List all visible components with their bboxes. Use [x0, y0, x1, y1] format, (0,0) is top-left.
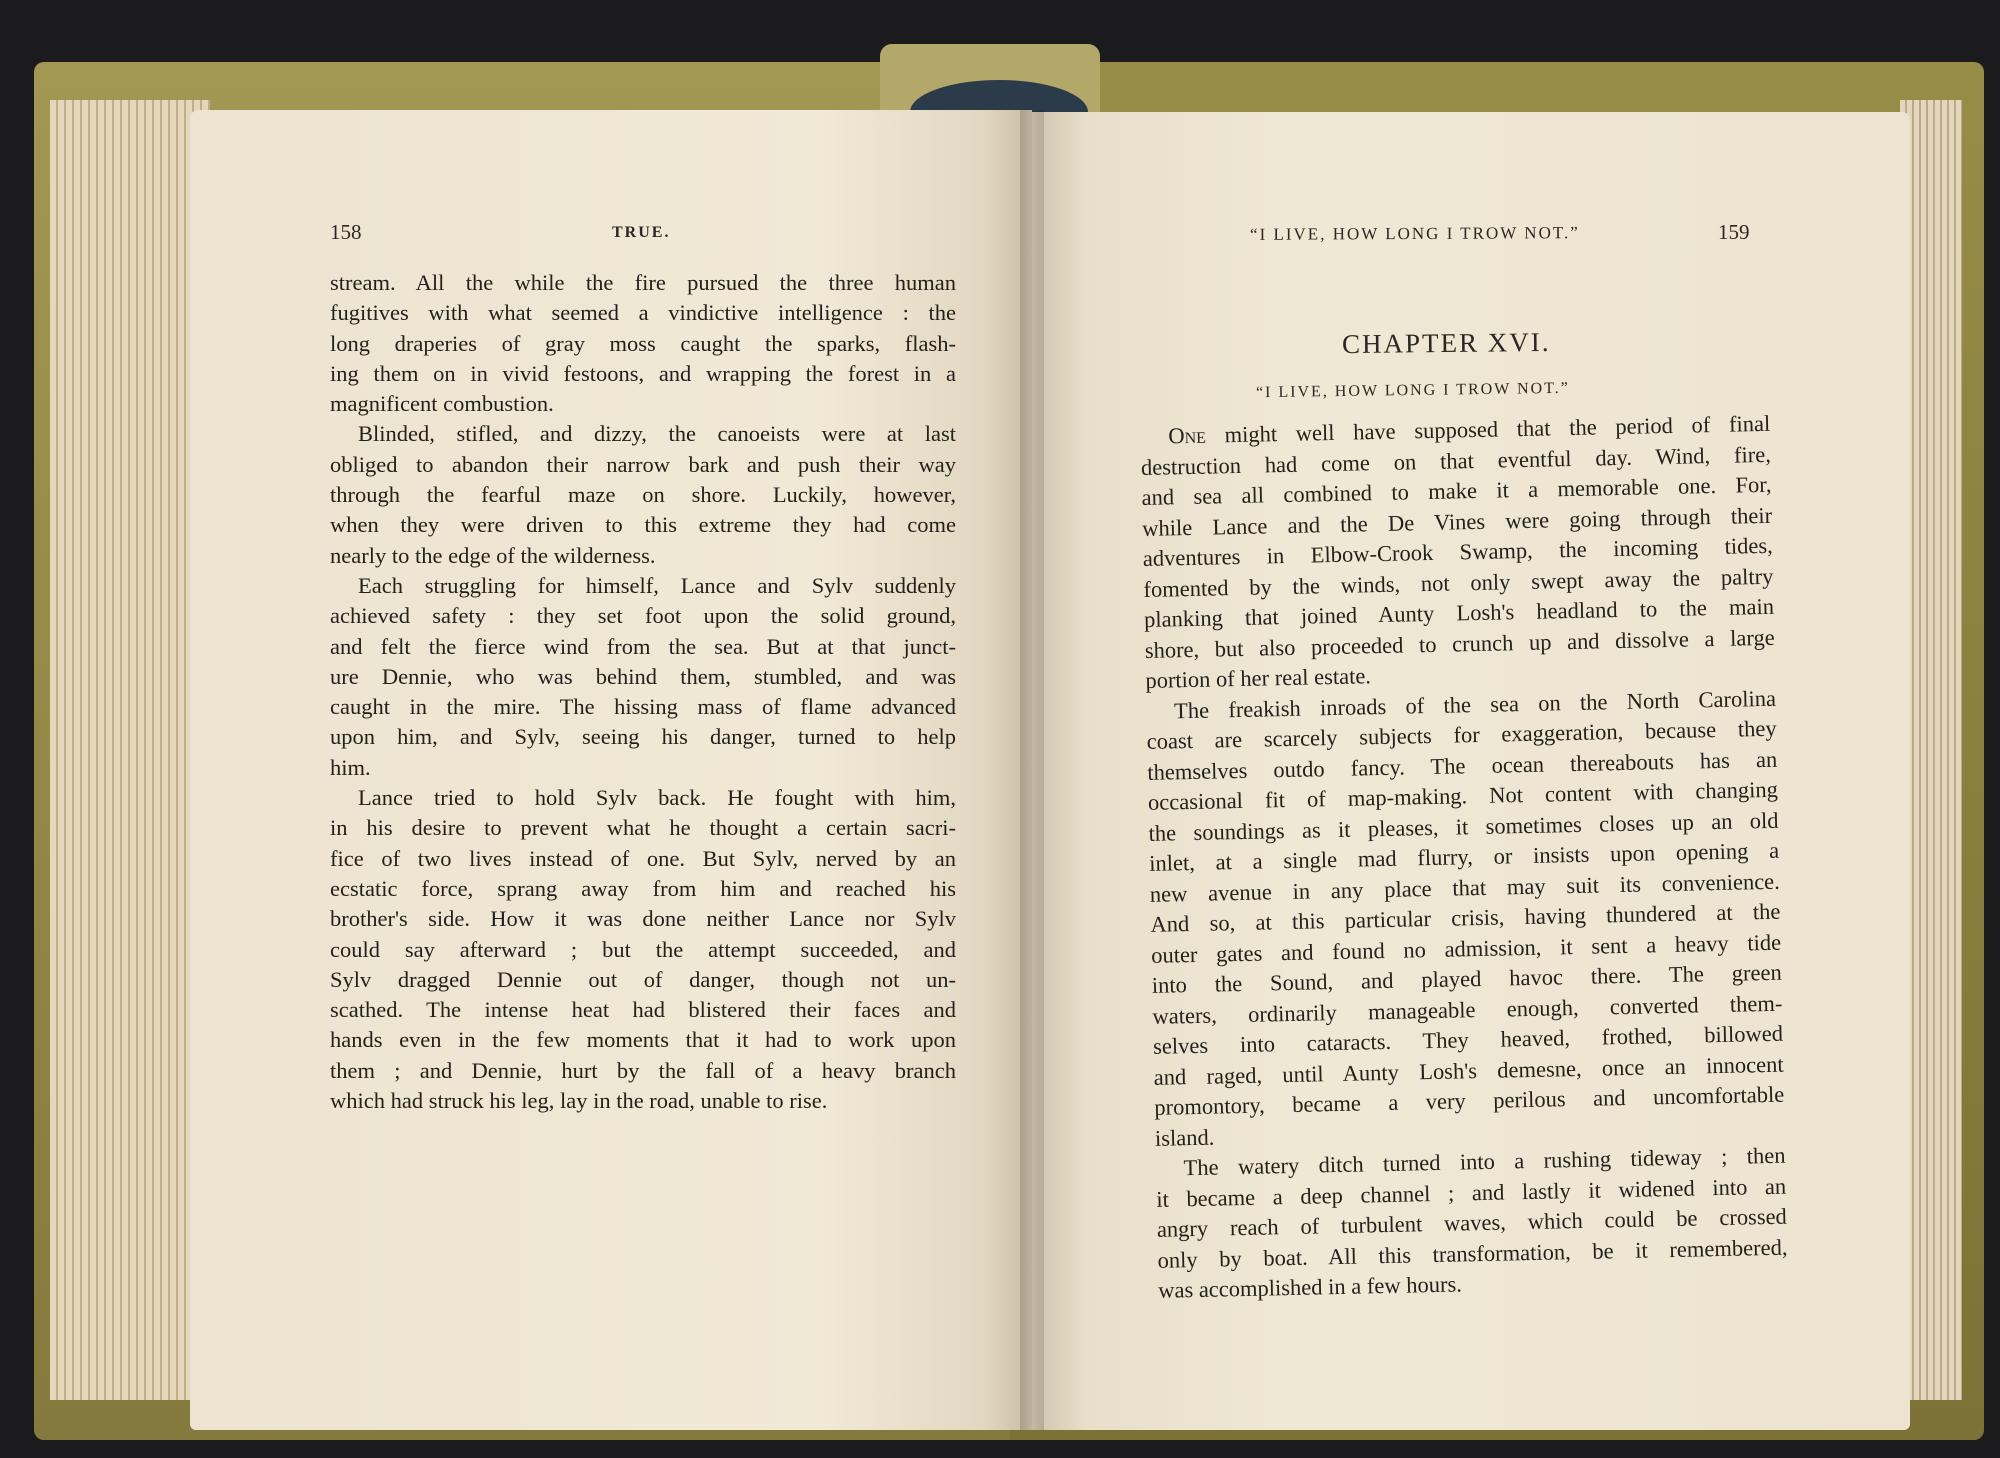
text-line: stream. All the while the fire pursued the three human — [330, 270, 956, 295]
text-line: Blinded, stifled, and dizzy, the canoeists were at last — [358, 421, 956, 447]
text-line: scathed. The intense heat had blistered their faces and — [330, 997, 956, 1023]
text-line: island. — [1154, 1124, 1215, 1151]
text-line: magnificent combustion. — [330, 391, 554, 417]
text-line: it became a deep channel ; and lastly it widened into an — [1156, 1173, 1787, 1212]
text-line: shore, but also proceeded to crunch up and dissolve a large — [1144, 624, 1775, 663]
first-word: One — [1168, 422, 1207, 449]
text-line: obliged to abandon their narrow bark and push their way — [330, 451, 956, 477]
text-line: brother's side. How it was done neither Lance nor Sylv — [330, 906, 956, 932]
text-line: And so, at this particular crisis, having thundered at the — [1150, 898, 1781, 937]
text-line: portion of her real estate. — [1145, 663, 1372, 693]
text-line: in his desire to prevent what he thought a certain sacri- — [330, 815, 956, 841]
right-page-text — [1140, 409, 1788, 1306]
text-line: Lance tried to hold Sylv back. He fought with him, — [358, 785, 956, 811]
text-line: and sea all combined to make it a memorable one. For, — [1141, 471, 1772, 510]
text-line: The watery ditch turned into a rushing tideway ; then — [1183, 1142, 1786, 1181]
text-line: and felt the fierce wind from the sea. But at that junct- — [330, 633, 956, 659]
text-line: themselves outdo fancy. The ocean thereabouts has an — [1147, 746, 1778, 785]
text-line: could say afterward ; but the attempt succeeded, and — [330, 936, 956, 962]
text-line: The freakish inroads of the sea on the North Carolina — [1173, 685, 1777, 723]
text-line: coast are scarcely subjects for exaggeration, because they — [1146, 715, 1777, 754]
gutter-shadow — [1020, 110, 1044, 1430]
text-line: them ; and Dennie, hurt by the fall of a heavy branch — [330, 1057, 956, 1083]
text-line: inlet, at a single mad flurry, or insists upon opening a — [1148, 837, 1780, 876]
text-line: fice of two lives instead of one. But Sylv, nerved by an — [330, 845, 956, 871]
text-line: was accomplished in a few hours. — [1157, 1271, 1463, 1303]
page-edges-left — [50, 100, 210, 1400]
text-line: Sylv dragged Dennie out of danger, though not un- — [330, 966, 956, 992]
text-line: ing them on in vivid festoons, and wrapping the forest in a — [330, 360, 956, 386]
chapter-title: CHAPTER XVI. — [1341, 326, 1551, 360]
text-line: caught in the mire. The hissing mass of flame advanced — [330, 694, 956, 720]
text-line-rest: might well have supposed that the period of final — [1224, 410, 1771, 448]
text-line: hands even in the few moments that it had to work upon — [330, 1027, 956, 1053]
text-line: Each struggling for himself, Lance and Sylv suddenly — [358, 572, 956, 598]
right-page-number: 159 — [1718, 220, 1750, 244]
text-line: waters, ordinarily manageable enough, converted them- — [1152, 990, 1783, 1029]
right-running-head: “I LIVE, HOW LONG I TROW NOT.” — [1249, 223, 1580, 244]
text-line: fomented by the winds, not only swept away the paltry — [1143, 563, 1774, 602]
left-page-number: 158 — [330, 220, 362, 244]
text-line: upon him, and Sylv, seeing his danger, turned to help — [330, 724, 956, 750]
text-line: outer gates and found no admission, it sent a heavy tide — [1150, 929, 1782, 968]
text-line: achieved safety : they set foot upon the solid ground, — [330, 603, 956, 629]
text-line: long draperies of gray moss caught the sparks, flash- — [330, 330, 956, 356]
text-line: when they were driven to this extreme they had come — [330, 512, 956, 538]
text-line: new avenue in any place that may suit its convenience. — [1149, 868, 1781, 907]
text-line: through the fearful maze on shore. Luckily, however, — [330, 482, 956, 508]
text-line: destruction had come on that eventful day. Wind, fire, — [1140, 441, 1772, 480]
left-page-text — [330, 268, 956, 1116]
text-line: occasional fit of map-making. Not content with changing — [1147, 776, 1779, 815]
text-line: the soundings as it pleases, it sometimes closes up an old — [1148, 807, 1779, 846]
chapter-epigraph: “I LIVE, HOW LONG I TROW NOT.” — [1255, 379, 1570, 402]
text-line: into the Sound, and played havoc there. The green — [1151, 959, 1782, 998]
text-line: while Lance and the De Vines were going through their — [1141, 502, 1773, 541]
text-line: nearly to the edge of the wilderness. — [330, 542, 656, 568]
text-line: ecstatic force, sprang away from him and reached his — [330, 875, 956, 901]
text-line: angry reach of turbulent waves, which could be crossed — [1156, 1203, 1788, 1242]
text-line: ure Dennie, who was behind them, stumbled, and was — [330, 663, 956, 689]
text-line: fugitives with what seemed a vindictive intelligence : the — [330, 300, 956, 326]
text-line: him. — [330, 754, 371, 780]
text-line: promontory, became a very perilous and uncomfortable — [1154, 1081, 1785, 1120]
text-line: selves into cataracts. They heaved, frothed, billowed — [1152, 1020, 1784, 1059]
text-line: planking that joined Aunty Losh's headland to the main — [1143, 593, 1775, 632]
text-line: only by boat. All this transformation, be it remembered, — [1157, 1234, 1788, 1273]
text-line: and raged, until Aunty Losh's demesne, once an innocent — [1153, 1051, 1784, 1090]
text-line: which had struck his leg, lay in the road, unable to rise. — [330, 1088, 828, 1114]
left-running-head: TRUE. — [612, 224, 671, 241]
text-line: adventures in Elbow-Crook Swamp, the incoming tides, — [1142, 532, 1773, 571]
